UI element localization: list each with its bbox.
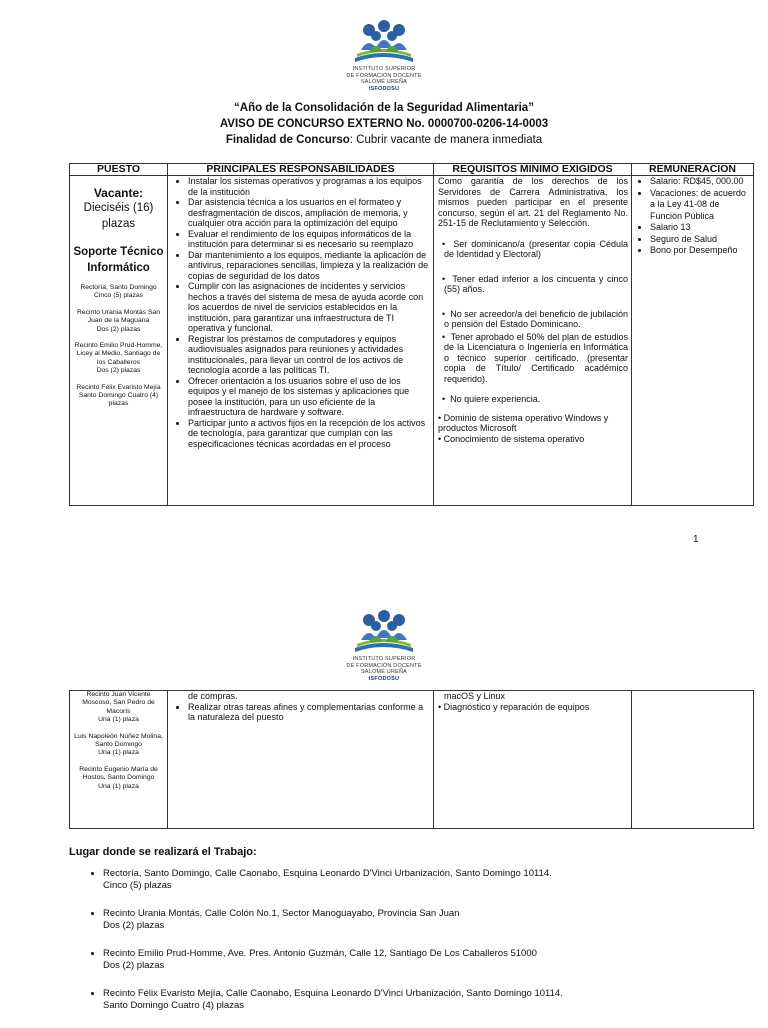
responsibilities-cell [168, 176, 434, 506]
list-item: • Ofrecer orientación a los usuarios sobre el uso de los equipos y el manejo de los sistemas y aplicaciones que posee la institución, para un uso eficiente de la infraestructura de hardware y software. [188, 376, 431, 418]
list-item: • Evaluar el rendimiento de los equipos informáticos de la institución para determinar si es necesario su reemplazo [188, 229, 431, 250]
logo-page1 [322, 18, 446, 92]
location-item: Recinto Félix Evaristo Mejía Santo Domingo Cuatro (4) plazas [76, 383, 161, 408]
list-item: • Recinto Urania Montás, Calle Colón No.1, Sector Manoguayabo, Provincia San Juan Dos (2) plazas [103, 908, 723, 932]
list-item: • Ser dominicano/a (presentar copia Cédula de Identidad y Electoral) [442, 238, 628, 259]
location-item: Recinto Juan Vicente Moscoso, San Pedro de Macorís Una (1) plaza [82, 691, 155, 724]
institution-logo-icon [347, 18, 421, 66]
list-item: • Rectoría, Santo Domingo, Calle Caonabo, Esquina Leonardo D'Vinci Urbanización, Santo Domingo 10114. Cinco (5) plazas [103, 868, 723, 892]
skills-continuation: macOS y Linux [444, 691, 506, 701]
logo-text-4: ISFODOSU [368, 85, 400, 92]
list-item: • No ser acreedor/a del beneficio de jubilación o pensión del Estado Dominicano. [442, 308, 629, 329]
requirements-intro: Como garantía de los derechos de los Servidores de Carrera Administrativa, los mismos pueden participar en el presente concurso, según el art. 21 del Reglamento No. 251-15 de Reclutamiento y Selección. [438, 176, 628, 228]
list-item: • Seguro de Salud [650, 234, 751, 246]
responsibilities-cell [168, 691, 434, 829]
workplaces-title: Lugar donde se realizará el Trabajo: [69, 846, 257, 858]
list-item: • Bono por Desempeño [650, 245, 751, 257]
table-row [70, 176, 754, 506]
requirements-cell [434, 691, 632, 829]
header-requirements: REQUISITOS MINIMO EXIGIDOS [434, 164, 632, 176]
list-item: • Registrar los préstamos de computadores y equipos audiovisuales asignados para reuniones y actividades institucionales, para llevar un control de los activos de tecnología acorde a las políticas TI. [188, 334, 431, 376]
list-item: • Salario: RD$45, 000.00 [650, 176, 751, 188]
logo-text-2: DE FORMACIÓN DOCENTE [346, 662, 422, 669]
list-item: • Tener edad inferior a los cincuenta y cinco (55) años. [442, 273, 628, 294]
logo-text-2: DE FORMACIÓN DOCENTE [346, 72, 422, 79]
location-item: Luis Napoleón Núñez Molina, Santo Domingo Una (1) plaza [74, 732, 163, 757]
purpose-text: : Cubrir vacante de manera inmediata [349, 134, 543, 146]
document-header [0, 100, 768, 148]
vacancy-table-page2 [69, 690, 754, 829]
list-item: • Salario 13 [650, 222, 751, 234]
requirements-cell [434, 176, 632, 506]
vacancy-count: Dieciséis (16) plazas [83, 202, 154, 230]
skill-item: • Conocimiento de sistema operativo [438, 433, 585, 444]
responsibilities-continuation: de compras. [188, 691, 238, 701]
logo-page2 [322, 608, 446, 682]
location-item: Recinto Eugenio María de Hostos, Santo Domingo Una (1) plaza [79, 765, 158, 790]
notice-title: AVISO DE CONCURSO EXTERNO No. 0000700-0206-14-0003 [219, 118, 549, 130]
institution-logo-icon [347, 608, 421, 656]
logo-text-3: SALOMÉ UREÑA [360, 79, 408, 85]
role-title: Soporte Técnico Informático [73, 246, 164, 274]
vacancy-label: Vacante: [93, 186, 144, 200]
workplaces-list [69, 868, 723, 1028]
location-item: Recinto Emilio Prud-Homme, Licey al Medio, Santiago de los Caballeros Dos (2) plazas [74, 342, 163, 375]
list-item: • Dar mantenimiento a los equipos, mediante la aplicación de antivirus, reparaciones sencillas, limpieza y la realización de copias de seguridad de los datos [188, 250, 431, 282]
list-item: • Dar asistencia técnica a los usuarios en el formateo y desfragmentación de discos, ampliación de memoria, y cualquier otra acción para la optimización del equipo [188, 197, 431, 229]
skill-item: • Dominio de sistema operativo Windows y productos Microsoft [438, 412, 609, 433]
position-cell [70, 176, 168, 506]
list-item: • Instalar los sistemas operativos y programas a los equipos de la institución [188, 176, 431, 197]
list-item: • Participar junto a activos fijos en la recepción de los activos de tecnología, para garantizar que cumplan con las especificaciones técnicas acordadas en el proceso [188, 418, 431, 450]
list-item: • Tener aprobado el 50% del plan de estudios de la Licenciatura o Ingeniería en Informática o técnico superior certificado. (presentar copia de Título/ Certificado académico requerido). [442, 331, 628, 384]
remuneration-cell [632, 691, 754, 829]
purpose-line [0, 132, 768, 148]
header-puesto: PUESTO [70, 164, 168, 176]
list-item: • Vacaciones: de acuerdo a la Ley 41-08 de Función Pública [650, 188, 751, 223]
location-item: Rectoría, Santo Domingo Cinco (5) plazas [80, 284, 157, 300]
purpose-label: Finalidad de Concurso [225, 134, 350, 146]
table-row [70, 691, 754, 829]
list-item: • No quiere experiencia. [442, 394, 541, 404]
header-responsibilities: PRINCIPALES RESPONSABILIDADES [168, 164, 434, 176]
list-item: • Recinto Félix Evaristo Mejía, Calle Caonabo, Esquina Leonardo D'Vinci Urbanización, Santo Domingo 10114. Santo Domingo Cuatro (4) plazas [103, 988, 723, 1012]
logo-text-1: INSTITUTO SUPERIOR [352, 656, 416, 662]
header-remuneration: REMUNERACION [632, 164, 754, 176]
logo-text-1: INSTITUTO SUPERIOR [352, 66, 416, 72]
remuneration-cell [632, 176, 754, 506]
list-item: • Recinto Emilio Prud-Homme, Ave. Pres. Antonio Guzmán, Calle 12, Santiago De Los Caballeros 51000 Dos (2) plazas [103, 948, 723, 972]
list-item: • Cumplir con las asignaciones de incidentes y servicios hechos a través del sistema de mesa de ayuda acorde con los acuerdos de nivel de servicios establecidos en la institución, para garantizar una infraestructura de TI operativa y funcional. [188, 281, 431, 334]
location-item: Recinto Urania Montás San Juan de la Maguana Dos (2) plazas [76, 308, 161, 333]
year-title: “Año de la Consolidación de la Seguridad Alimentaria” [234, 102, 534, 114]
logo-text-3: SALOMÉ UREÑA [360, 669, 408, 675]
page-number: 1 [693, 534, 699, 545]
table-header-row [70, 164, 754, 176]
vacancy-table-page1 [69, 163, 754, 506]
logo-text-4: ISFODOSU [368, 675, 400, 682]
list-item: • Realizar otras tareas afines y complementarias conforme a la naturaleza del puesto [188, 702, 431, 723]
skill-item: • Diagnóstico y reparación de equipos [438, 701, 590, 712]
position-cell [70, 691, 168, 829]
